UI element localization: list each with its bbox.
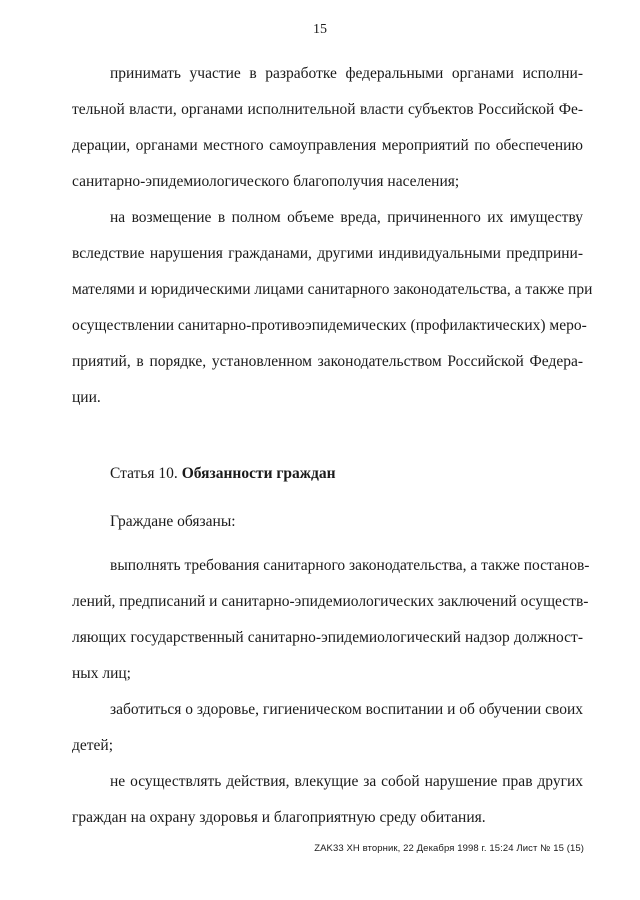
text-line: осуществлении санитарно-противоэпидемических (профилактических) меро- bbox=[72, 317, 587, 334]
text-line: мателями и юридическими лицами санитарного законодательства, а также при bbox=[72, 281, 593, 298]
article-title: Обязанности граждан bbox=[181, 465, 336, 482]
article-prefix: Статья 10. bbox=[110, 465, 178, 482]
text-line: граждан на охрану здоровья и благоприятную среду обитания. bbox=[72, 809, 486, 826]
text-line: на возмещение в полном объеме вреда, причиненного их имуществу bbox=[110, 209, 583, 226]
text-line: ляющих государственный санитарно-эпидемиологический надзор должност- bbox=[72, 629, 583, 646]
text-line: санитарно-эпидемиологического благополучия населения; bbox=[72, 173, 460, 190]
text-line: приятий, в порядке, установленном законодательством Российской Федера- bbox=[72, 353, 583, 370]
page-number: 15 bbox=[313, 22, 327, 37]
text-line: детей; bbox=[72, 737, 114, 754]
text-line: не осуществлять действия, влекущие за собой нарушение прав других bbox=[110, 773, 583, 790]
article-heading bbox=[110, 464, 336, 484]
text-line: ных лиц; bbox=[72, 665, 131, 682]
text-line: дерации, органами местного самоуправления мероприятий по обеспечению bbox=[72, 137, 583, 154]
text-line: принимать участие в разработке федеральными органами исполни- bbox=[110, 65, 583, 82]
text-line: вследствие нарушения гражданами, другими индивидуальными предприни- bbox=[72, 245, 583, 262]
text-line: тельной власти, органами исполнительной власти субъектов Российской Фе- bbox=[72, 101, 583, 118]
text-line: ции. bbox=[72, 389, 101, 406]
text-line: заботиться о здоровье, гигиеническом воспитании и об обучении своих bbox=[110, 701, 583, 718]
text-line: выполнять требования санитарного законодательства, а также постанов- bbox=[110, 557, 590, 574]
text-line: Граждане обязаны: bbox=[110, 513, 236, 530]
footer-stamp: ZAK33 XH вторник, 22 Декабря 1998 г. 15:24 Лист № 15 (15) bbox=[314, 843, 584, 854]
text-line: лений, предписаний и санитарно-эпидемиологических заключений осуществ- bbox=[72, 593, 589, 610]
